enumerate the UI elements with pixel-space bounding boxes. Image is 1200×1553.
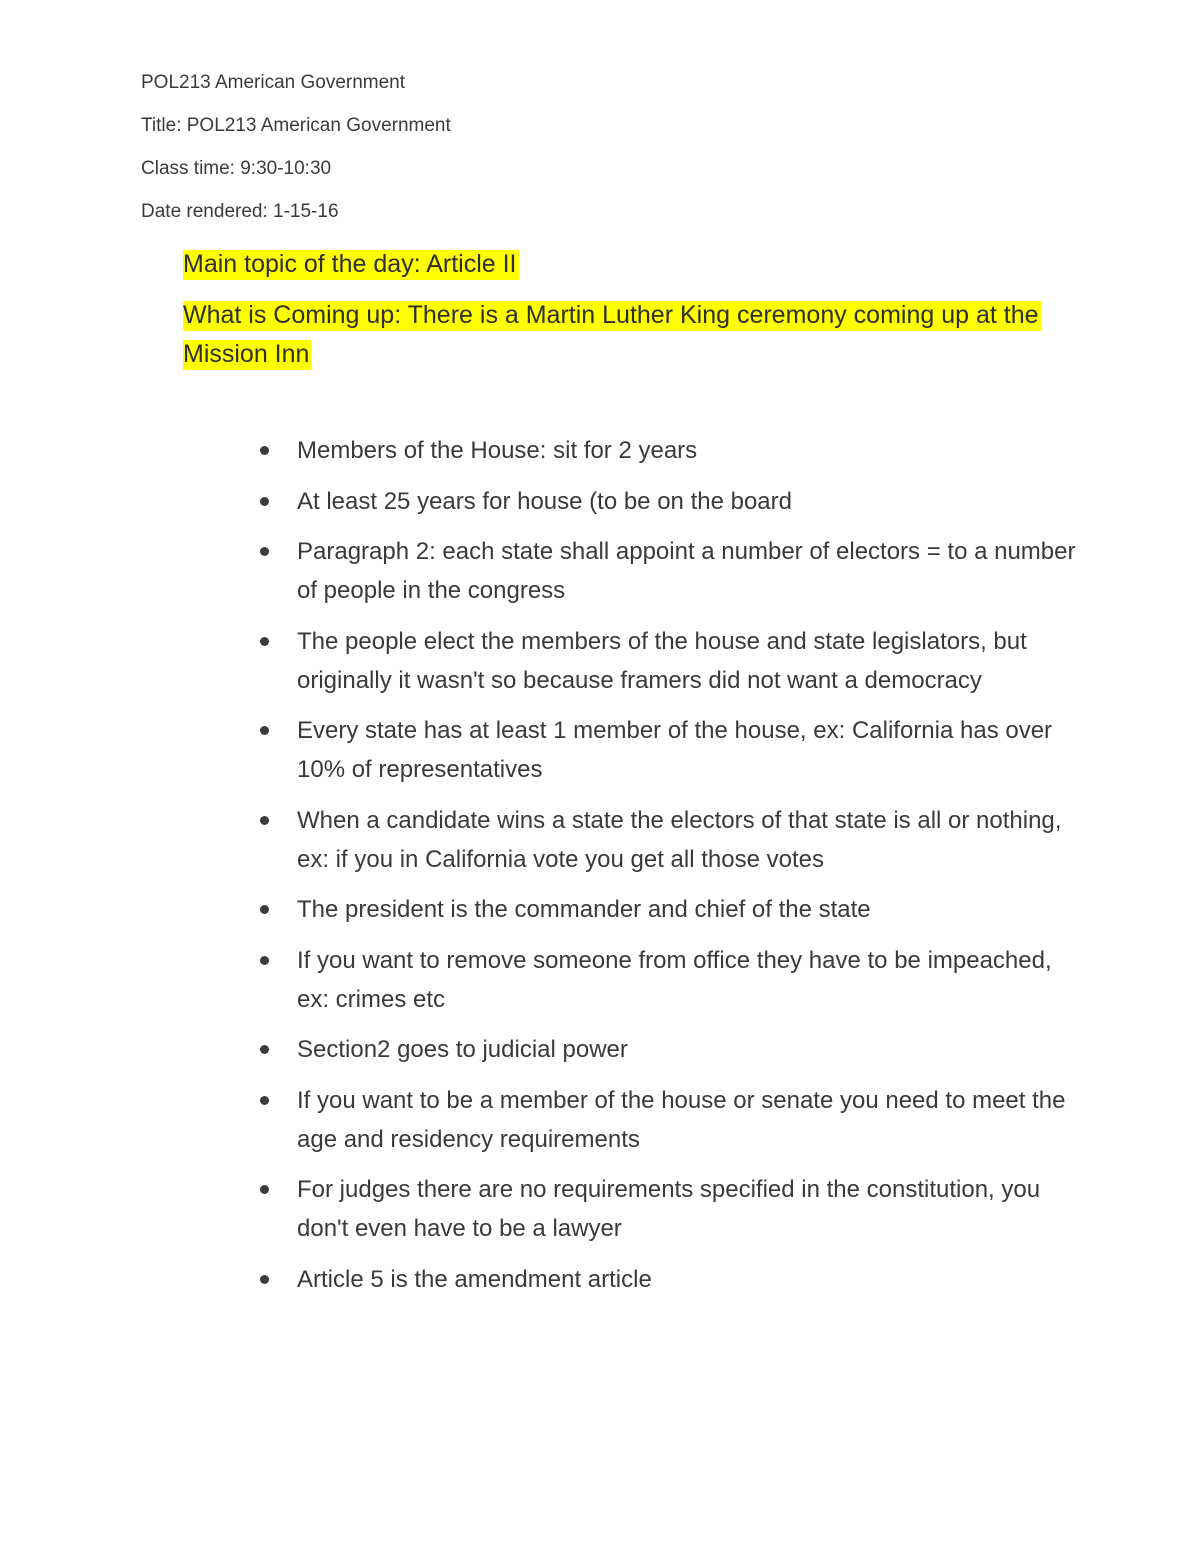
highlighted-section	[183, 245, 1073, 386]
note-text: When a candidate wins a state the electors of that state is all or nothing, ex: if you in California vote you get all those votes	[297, 806, 1062, 873]
note-text: The president is the commander and chief of the state	[297, 896, 871, 923]
bullet-icon	[260, 497, 269, 506]
note-text: Paragraph 2: each state shall appoint a number of electors = to a number of people in the congress	[297, 538, 1076, 604]
list-item	[258, 890, 1078, 929]
bullet-icon	[260, 547, 269, 556]
bullet-icon	[260, 1096, 269, 1105]
bullet-icon	[260, 637, 269, 646]
bullet-icon	[260, 446, 269, 455]
list-item	[258, 1170, 1078, 1248]
class-time: Class time: 9:30-10:30	[141, 158, 332, 179]
note-text: At least 25 years for house (to be on the board	[297, 487, 792, 515]
list-item	[258, 801, 1078, 879]
bullet-icon	[260, 1045, 269, 1054]
list-item	[258, 1081, 1078, 1159]
document-header	[141, 72, 1041, 244]
main-topic	[183, 245, 1073, 284]
list-item	[258, 622, 1078, 700]
bullet-icon	[260, 726, 269, 735]
note-text: The people elect the members of the house and state legislators, but originally it wasn't so because framers did not want a democracy	[297, 627, 1027, 694]
main-topic-text: Main topic of the day: Article II	[183, 250, 517, 278]
bullet-icon	[260, 816, 269, 825]
bullet-icon	[260, 956, 269, 965]
note-text: Section2 goes to judicial power	[297, 1036, 628, 1063]
list-item	[258, 431, 1078, 470]
course-name: POL213 American Government	[141, 72, 406, 93]
coming-up	[183, 296, 1073, 374]
bullet-icon	[260, 1275, 269, 1284]
note-text: Every state has at least 1 member of the house, ex: California has over 10% of representatives	[297, 717, 1053, 783]
note-text: If you want to remove someone from office they have to be impeached, ex: crimes etc	[297, 946, 1052, 1013]
document-title: Title: POL213 American Government	[141, 115, 451, 136]
date-rendered: Date rendered: 1-15-16	[141, 201, 339, 222]
list-item	[258, 941, 1078, 1019]
list-item	[258, 711, 1078, 789]
list-item	[258, 1030, 1078, 1069]
note-text: Article 5 is the amendment article	[297, 1265, 652, 1293]
bullet-icon	[260, 905, 269, 914]
list-item	[258, 482, 1078, 521]
note-text: For judges there are no requirements specified in the constitution, you don't even have to be a lawyer	[297, 1176, 1041, 1242]
list-item	[258, 1260, 1078, 1299]
note-text: If you want to be a member of the house or senate you need to meet the age and residency requirements	[297, 1086, 1066, 1153]
notes-list	[258, 431, 1078, 1310]
note-text: Members of the House: sit for 2 years	[297, 437, 698, 464]
list-item	[258, 532, 1078, 610]
coming-up-text: What is Coming up: There is a Martin Luther King ceremony coming up at the Mission Inn	[183, 301, 1039, 368]
bullet-icon	[260, 1185, 269, 1194]
